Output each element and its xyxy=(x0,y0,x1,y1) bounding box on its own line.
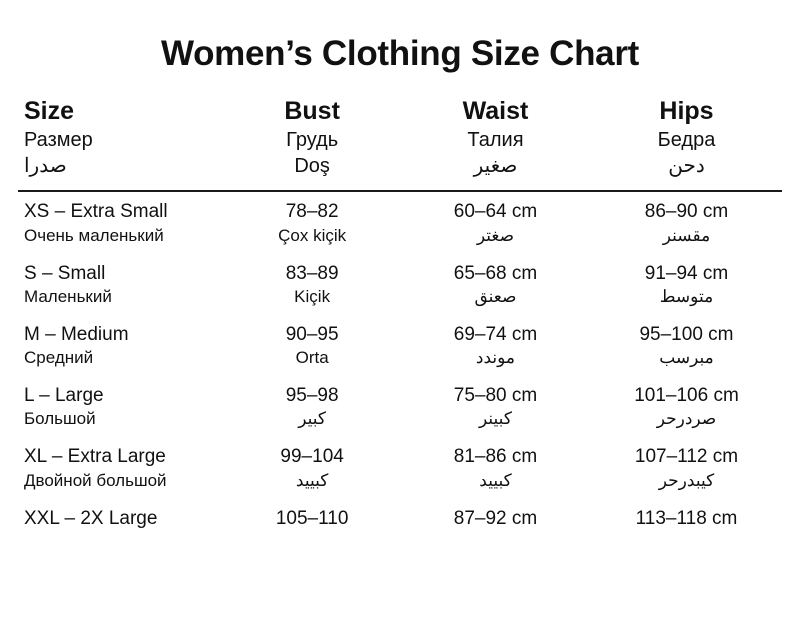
cell-size xyxy=(18,315,224,376)
size-label-en: XXL – 2X Large xyxy=(24,507,158,529)
cell-waist xyxy=(400,437,591,498)
table-row xyxy=(18,315,782,376)
waist-label-alt: كبييد xyxy=(479,470,512,490)
column-header-bust xyxy=(224,96,400,191)
size-label-en: L – Large xyxy=(24,385,104,406)
table-row xyxy=(18,499,782,537)
waist-label-alt: موندد xyxy=(475,348,516,368)
bottom-spacer xyxy=(18,537,782,543)
hips-value: 95–100 cm xyxy=(639,323,734,345)
cell-hips xyxy=(591,499,782,537)
column-header-waist-ru: Талия xyxy=(467,129,524,152)
waist-value: 87–92 cm xyxy=(453,507,538,529)
cell-waist xyxy=(400,376,591,437)
bust-value: 99–104 xyxy=(280,446,344,468)
column-header-bust-ru: Грудь xyxy=(286,129,339,152)
hips-value: 86–90 cm xyxy=(644,201,729,223)
hips-value: 91–94 cm xyxy=(644,262,729,284)
hips-label-alt: مقسنر xyxy=(662,225,711,245)
waist-label-alt: صعنق xyxy=(474,286,517,306)
cell-waist xyxy=(400,499,591,537)
cell-size xyxy=(18,499,224,537)
cell-hips xyxy=(591,191,782,253)
cell-hips xyxy=(591,376,782,437)
cell-size xyxy=(18,437,224,498)
cell-size xyxy=(18,376,224,437)
bust-value: 105–110 xyxy=(275,507,349,529)
waist-label-alt: كبينر xyxy=(479,409,512,429)
bust-label-alt: Orta xyxy=(295,348,329,368)
cell-waist xyxy=(400,315,591,376)
hips-value: 113–118 cm xyxy=(635,507,738,529)
bust-value: 83–89 xyxy=(285,262,339,284)
cell-bust xyxy=(224,191,400,253)
bust-label-alt: كبييد xyxy=(295,470,329,490)
page-title: Women’s Clothing Size Chart xyxy=(160,34,640,73)
cell-size xyxy=(18,191,224,253)
bust-value: 95–98 xyxy=(285,385,339,406)
bust-label-alt: Çox kiçik xyxy=(278,225,347,245)
cell-hips xyxy=(591,254,782,315)
cell-size xyxy=(18,254,224,315)
hips-value: 101–106 cm xyxy=(634,385,739,406)
table-row xyxy=(18,437,782,498)
cell-bust xyxy=(224,315,400,376)
table-body xyxy=(18,191,782,537)
column-header-waist xyxy=(400,96,591,191)
table-row xyxy=(18,191,782,253)
cell-bust xyxy=(224,499,400,537)
cell-waist xyxy=(400,191,591,253)
column-header-size-alt: صدرا xyxy=(24,155,67,178)
waist-value: 81–86 cm xyxy=(453,446,538,468)
hips-label-alt: كيبدرحر xyxy=(658,470,715,490)
column-header-waist-en: Waist xyxy=(462,97,529,125)
column-header-bust-alt: Doş xyxy=(294,155,330,178)
size-label-en: XL – Extra Large xyxy=(24,446,166,468)
size-label-en: XS – Extra Small xyxy=(24,201,168,223)
column-header-size-en: Size xyxy=(24,97,75,125)
size-chart-table xyxy=(18,96,782,537)
size-label-en: S – Small xyxy=(24,262,106,284)
hips-label-alt: صردرحر xyxy=(656,409,717,429)
column-header-size-ru: Размер xyxy=(24,129,93,152)
table-header xyxy=(18,96,782,191)
bust-label-alt: كبير xyxy=(298,409,326,429)
waist-value: 69–74 cm xyxy=(453,323,538,345)
bust-value: 90–95 xyxy=(285,323,339,345)
size-label-ru: Двойной большой xyxy=(24,470,167,490)
hips-label-alt: مبرسب xyxy=(659,348,714,368)
size-label-ru: Средний xyxy=(24,348,94,368)
waist-value: 60–64 cm xyxy=(453,201,538,223)
waist-label-alt: صغتر xyxy=(476,225,515,245)
size-label-ru: Маленький xyxy=(24,286,112,306)
size-label-ru: Очень маленький xyxy=(24,225,164,245)
column-header-bust-en: Bust xyxy=(284,97,340,125)
size-label-en: M – Medium xyxy=(24,323,129,345)
table-row xyxy=(18,376,782,437)
column-header-size xyxy=(18,96,224,191)
waist-value: 65–68 cm xyxy=(453,262,538,284)
table-row xyxy=(18,254,782,315)
column-header-hips-alt: دحن xyxy=(668,155,705,178)
waist-value: 75–80 cm xyxy=(453,385,538,406)
column-header-waist-alt: صغير xyxy=(473,155,518,178)
bust-value: 78–82 xyxy=(285,201,339,223)
column-header-hips-ru: Бедра xyxy=(657,129,716,152)
cell-waist xyxy=(400,254,591,315)
hips-label-alt: متوسط xyxy=(659,286,714,306)
column-header-hips-en: Hips xyxy=(659,97,714,125)
cell-hips xyxy=(591,437,782,498)
size-chart-page xyxy=(0,34,800,633)
cell-hips xyxy=(591,315,782,376)
size-label-ru: Большой xyxy=(24,409,96,429)
hips-value: 107–112 cm xyxy=(634,446,739,468)
column-header-hips xyxy=(591,96,782,191)
cell-bust xyxy=(224,376,400,437)
cell-bust xyxy=(224,254,400,315)
bust-label-alt: Kiçik xyxy=(294,286,331,306)
cell-bust xyxy=(224,437,400,498)
